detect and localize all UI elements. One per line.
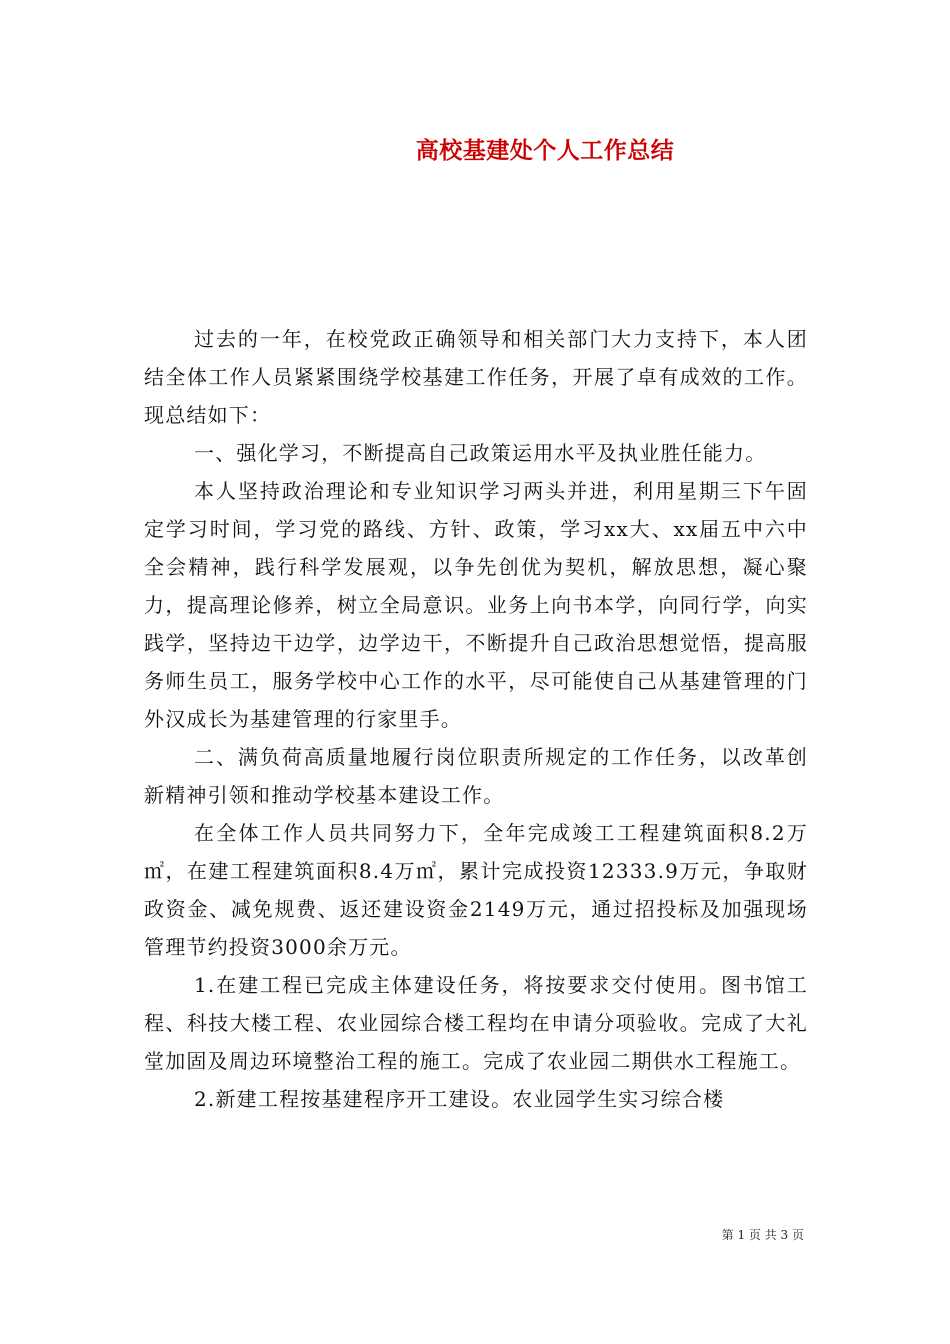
paragraph-study: 本人坚持政治理论和专业知识学习两头并进，利用星期三下午固定学习时间，学习党的路线、方针、政策，学习xx大、xx届五中六中全会精神，践行科学发展观，以争先创优为契机，解放思想，凝心聚力，提高理论修养，树立全局意识。业务上向书本学，向同行学，向实践学，坚持边干边学，边学边干，不断提升自己政治思想觉悟，提高服务师生员工，服务学校中心工作的水平，尽可能使自己从基建管理的门外汉成长为基建管理的行家里手。: [144, 479, 808, 731]
document-title: 高校基建处个人工作总结: [415, 137, 675, 164]
paragraph-heading-1: 一、强化学习，不断提高自己政策运用水平及执业胜任能力。: [194, 441, 767, 465]
paragraph-heading-2: 二、满负荷高质量地履行岗位职责所规定的工作任务，以改革创新精神引领和推动学校基本建设工作。: [144, 745, 808, 807]
document-body: [144, 320, 808, 1118]
paragraph-achievements: 在全体工作人员共同努力下，全年完成竣工工程建筑面积8.2万㎡，在建工程建筑面积8.4万㎡，累计完成投资12333.9万元，争取财政资金、减免规费、返还建设资金2149万元，通过招投标及加强现场管理节约投资3000余万元。: [144, 821, 808, 959]
paragraph-item-2: 2.新建工程按基建程序开工建设。农业园学生实习综合楼: [194, 1087, 725, 1111]
page-footer: 第 1 页 共 3 页: [721, 1228, 804, 1242]
paragraph-intro: 过去的一年，在校党政正确领导和相关部门大力支持下，本人团结全体工作人员紧紧围绕学校基建工作任务，开展了卓有成效的工作。现总结如下：: [144, 327, 808, 427]
paragraph-item-1: 1.在建工程已完成主体建设任务，将按要求交付使用。图书馆工程、科技大楼工程、农业园综合楼工程均在申请分项验收。完成了大礼堂加固及周边环境整治工程的施工。完成了农业园二期供水工程施工。: [144, 973, 808, 1073]
